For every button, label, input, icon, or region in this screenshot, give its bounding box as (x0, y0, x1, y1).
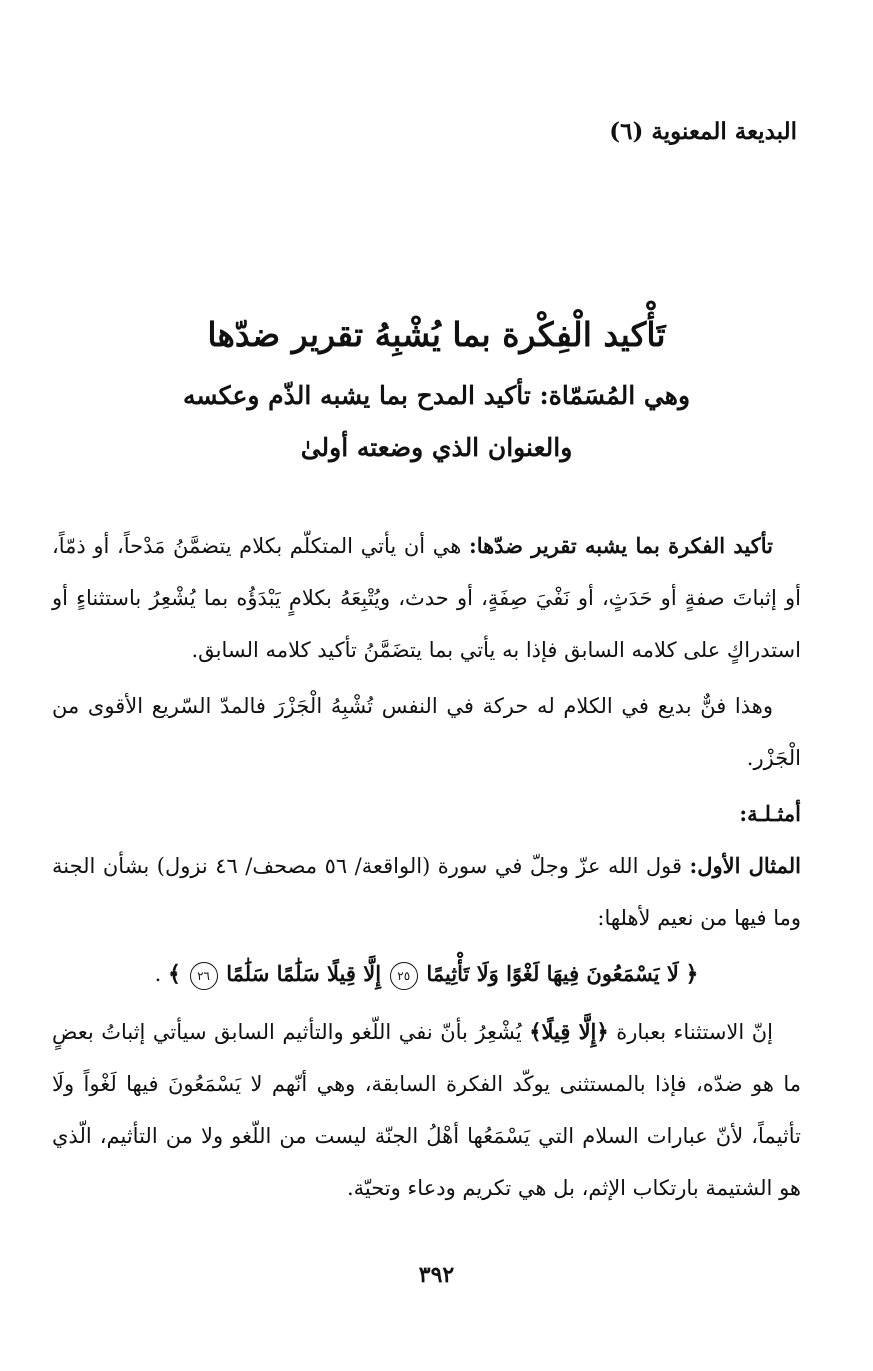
example-1-label: المثال الأول: (689, 853, 801, 878)
quran-verse-a: لَا يَسْمَعُونَ فِيهَا لَغْوًا وَلَا تَأْثِيمًا (426, 961, 679, 986)
analysis-quote: ﴿إِلَّا قِيلًا﴾ (529, 1019, 609, 1044)
quran-end-period: . (154, 962, 162, 986)
definition-text: هي أن يأتي المتكلّم بكلام يتضمَّنُ مَدْحاً، أو ذمّاً، أو إثباتَ صفةٍ أو حَدَثٍ، أو نَفْيَ صِفَةٍ، أو حدث، ويُتْبِعَهُ بكلامٍ يَبْدَؤُه بما يُشْعِرُ باستثناءٍ أو استدراكٍ على كلامه السابق فإذا به يأتي بما يتضَمَّنُ تأكيد كلامه السابق. (52, 534, 801, 662)
ayah-number-25: ٢٥ (390, 962, 418, 990)
example-1-paragraph (52, 840, 801, 944)
body-text (52, 520, 801, 1218)
ayah-number-26: ٢٦ (190, 962, 218, 990)
page-number: ٣٩٢ (418, 1262, 455, 1288)
example-1-text: قول الله عزّ وجلّ في سورة (الواقعة/ ٥٦ مصحف/ ٤٦ نزول) بشأن الجنة وما فيها من نعيم لأهلها: (52, 854, 801, 930)
chapter-subtitle-2: والعنوان الذي وضعته أولىٰ (300, 433, 573, 462)
analysis-paragraph (52, 1006, 801, 1214)
quran-close-bracket: ﴾ (167, 961, 181, 987)
chapter-subtitle-1: وهي المُسَمّاة: تأكيد المدح بما يشبه الذّم وعكسه (182, 381, 691, 410)
description-text: وهذا فنٌّ بديع في الكلام له حركة في النفس تُشْبِهُ الْجَزْرَ فالمدّ السّريع الأقوى من الْجَزْر. (52, 694, 801, 770)
definition-paragraph (52, 520, 801, 676)
examples-heading: أمثـلـة: (739, 801, 801, 826)
chapter-title-block (60, 300, 813, 474)
analysis-text: يُشْعِرُ بأنّ نفي اللّغو والتأثيم السابق سيأتي إثباتُ بعضٍ ما هو ضدّه، فإذا بالمستثنى يوكّد الفكرة السابقة، وهي أنّهم لا يَسْمَعُونَ فيها لَغْواً ولَا تأثيماً، لأنّ عبارات السلام التي يَسْمَعُها أهْلُ الجنّة ليست من اللّغو ولا من التأثيم، الّذي هو الشتيمة بارتكاب الإثم، بل هي تكريم ودعاء وتحيّة. (52, 1020, 801, 1200)
chapter-title: تَأْكيد الْفِكْرة بما يُشْبِهُ تقرير ضدّها (207, 315, 666, 354)
running-header: البديعة المعنوية (٦) (609, 118, 797, 145)
quran-verse-line (52, 948, 801, 1000)
analysis-start: إنّ الاستثناء بعبارة (608, 1020, 774, 1044)
definition-term: تأكيد الفكرة بما يشبه تقرير ضدّها: (468, 533, 773, 558)
description-paragraph (52, 680, 801, 784)
quran-verse-b: إِلَّا قِيلًا سَلَٰمًا سَلَٰمًا (226, 961, 382, 986)
quran-open-bracket: ﴿ (685, 961, 699, 987)
